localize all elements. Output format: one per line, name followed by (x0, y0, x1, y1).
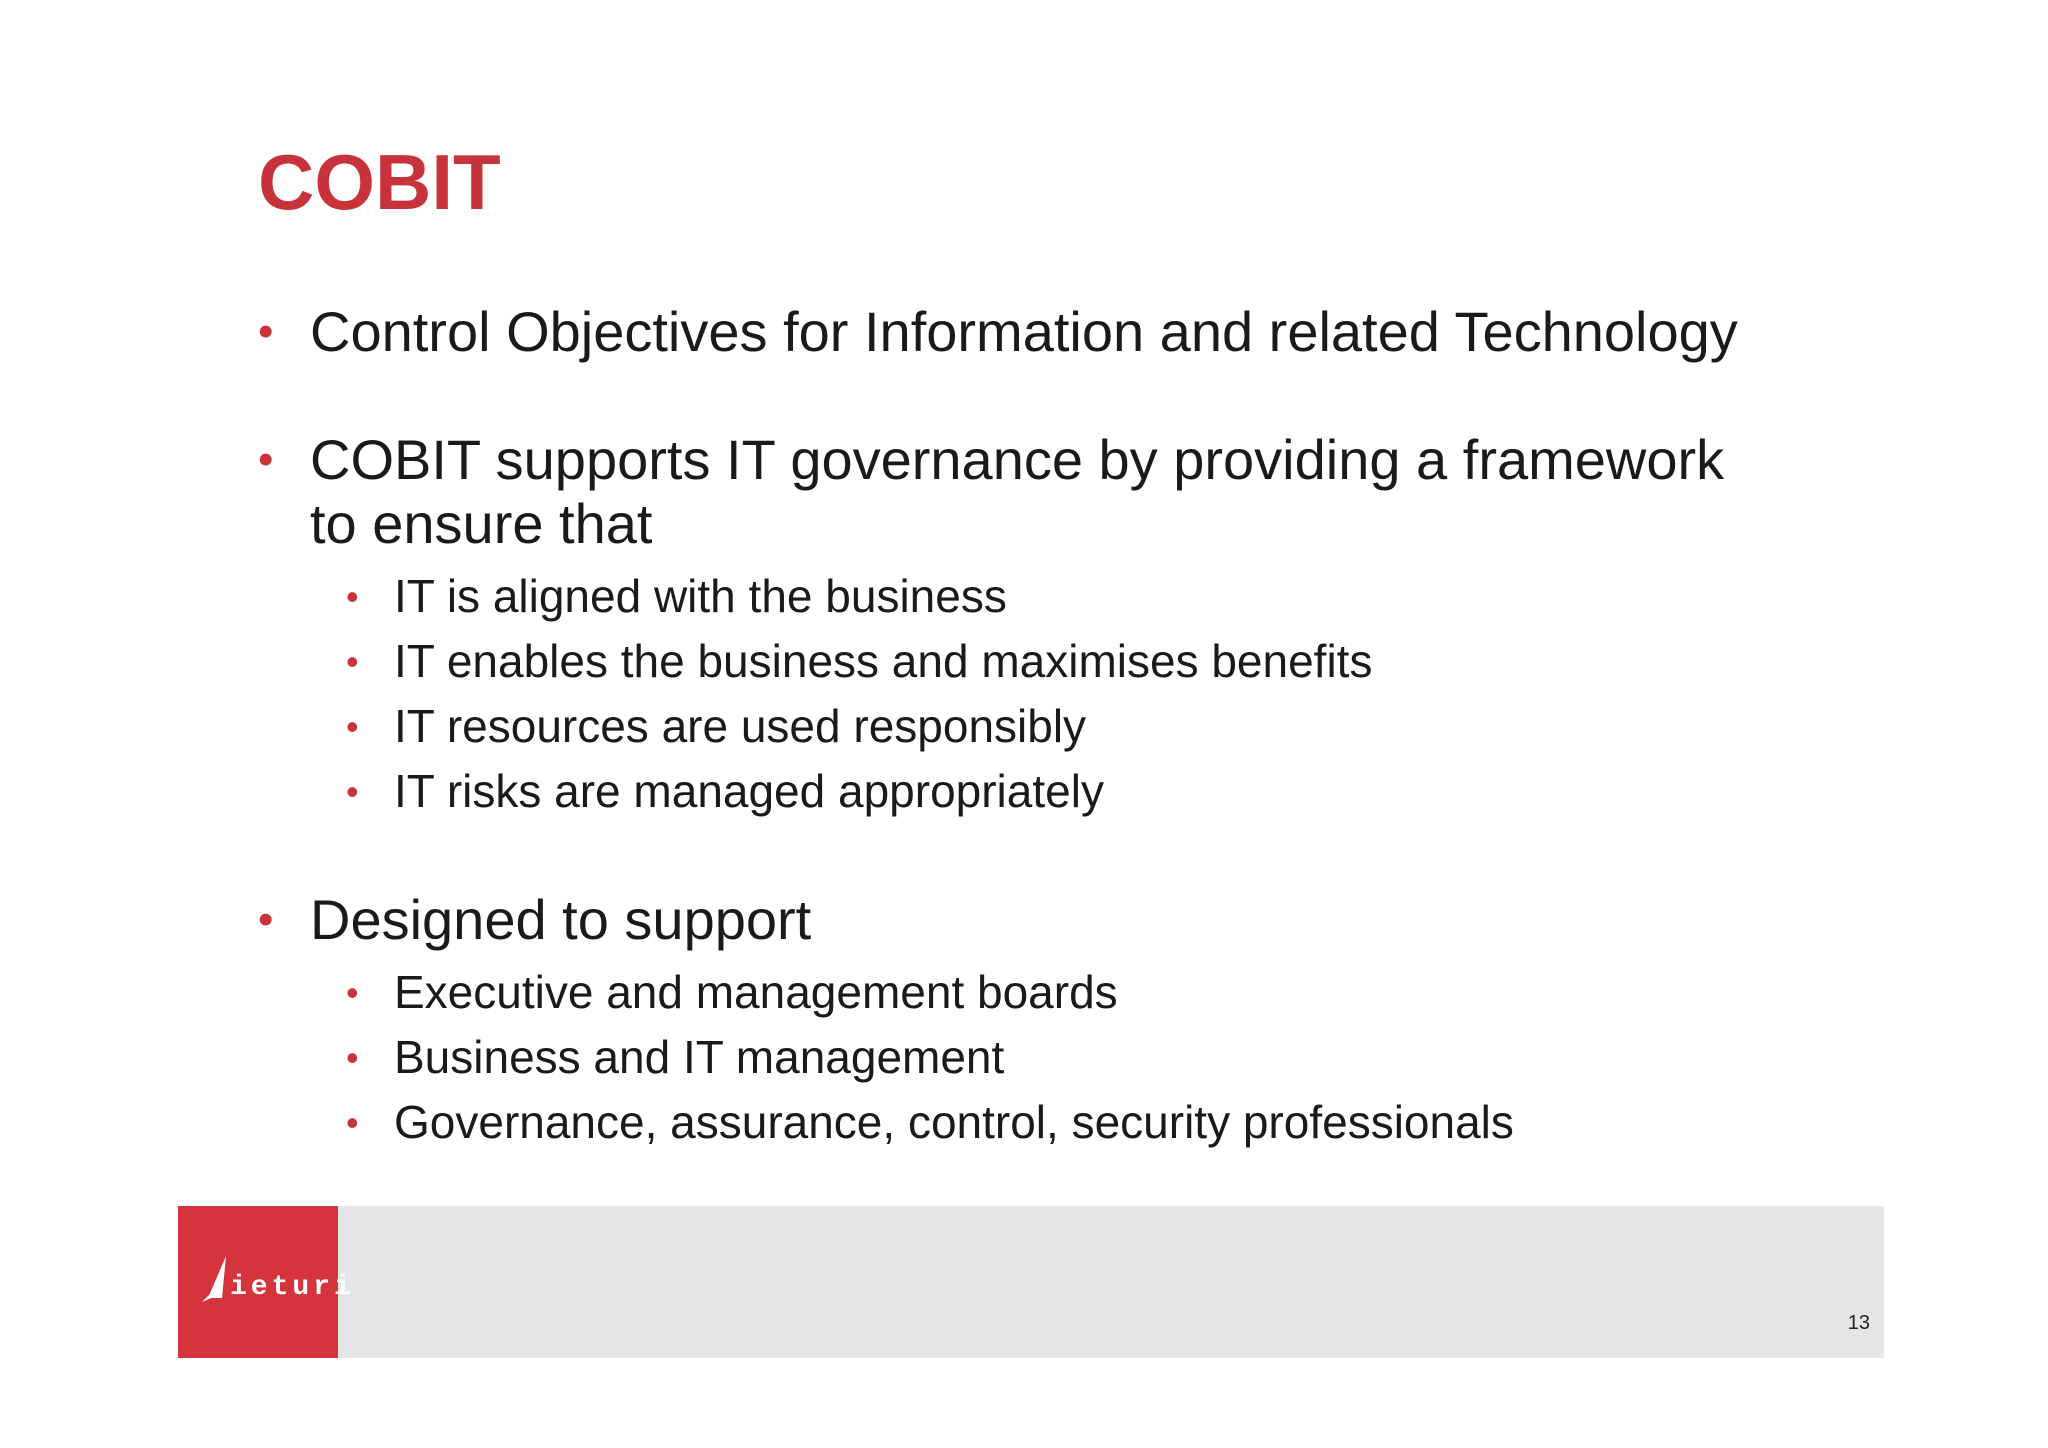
sub-bullet-dot: • (346, 641, 359, 682)
bullet-dot: • (258, 895, 274, 944)
sub-bullet-text: IT risks are managed appropriately (394, 765, 1104, 817)
sub-bullet-item (346, 564, 1908, 629)
bullet-item (258, 888, 1908, 952)
footer-band (178, 1206, 1884, 1358)
sub-bullet-dot: • (346, 1102, 359, 1143)
bullet-dot: • (258, 307, 274, 356)
slide-content (258, 300, 1908, 1155)
slide-title: COBIT (258, 138, 501, 226)
sub-bullet-dot: • (346, 972, 359, 1013)
bullet-text: Control Objectives for Information and related Technology (310, 300, 1738, 363)
logo-arrow-icon (200, 1250, 355, 1310)
sub-bullet-dot: • (346, 771, 359, 812)
sub-bullet-text: IT is aligned with the business (394, 570, 1007, 622)
bullet-text-line: to ensure that (310, 492, 653, 555)
sub-bullet-text: Governance, assurance, control, security professionals (394, 1096, 1514, 1148)
bullet-item (258, 300, 1908, 364)
sub-bullet-text: IT enables the business and maximises benefits (394, 635, 1373, 687)
sub-bullet-item (346, 1090, 1908, 1155)
bullet-dot: • (258, 435, 274, 484)
sub-bullet-item (346, 694, 1908, 759)
sub-bullet-text: Business and IT management (394, 1031, 1005, 1083)
sub-bullet-item (346, 629, 1908, 694)
bullet-text: Designed to support (310, 888, 812, 951)
sub-bullet-dot: • (346, 706, 359, 747)
company-logo (178, 1206, 355, 1358)
bullet-item (258, 428, 1908, 556)
bullet-text-line: COBIT supports IT governance by providing a framework (310, 428, 1725, 491)
sub-bullet-item (346, 759, 1908, 824)
sub-bullet-text: Executive and management boards (394, 966, 1118, 1018)
page-number: 13 (1847, 1312, 1870, 1334)
logo-text: ieturi (230, 1272, 355, 1303)
sub-bullet-item (346, 1025, 1908, 1090)
sub-bullet-text: IT resources are used responsibly (394, 700, 1087, 752)
sub-bullet-item (346, 960, 1908, 1025)
sub-bullet-dot: • (346, 576, 359, 617)
sub-bullet-dot: • (346, 1037, 359, 1078)
